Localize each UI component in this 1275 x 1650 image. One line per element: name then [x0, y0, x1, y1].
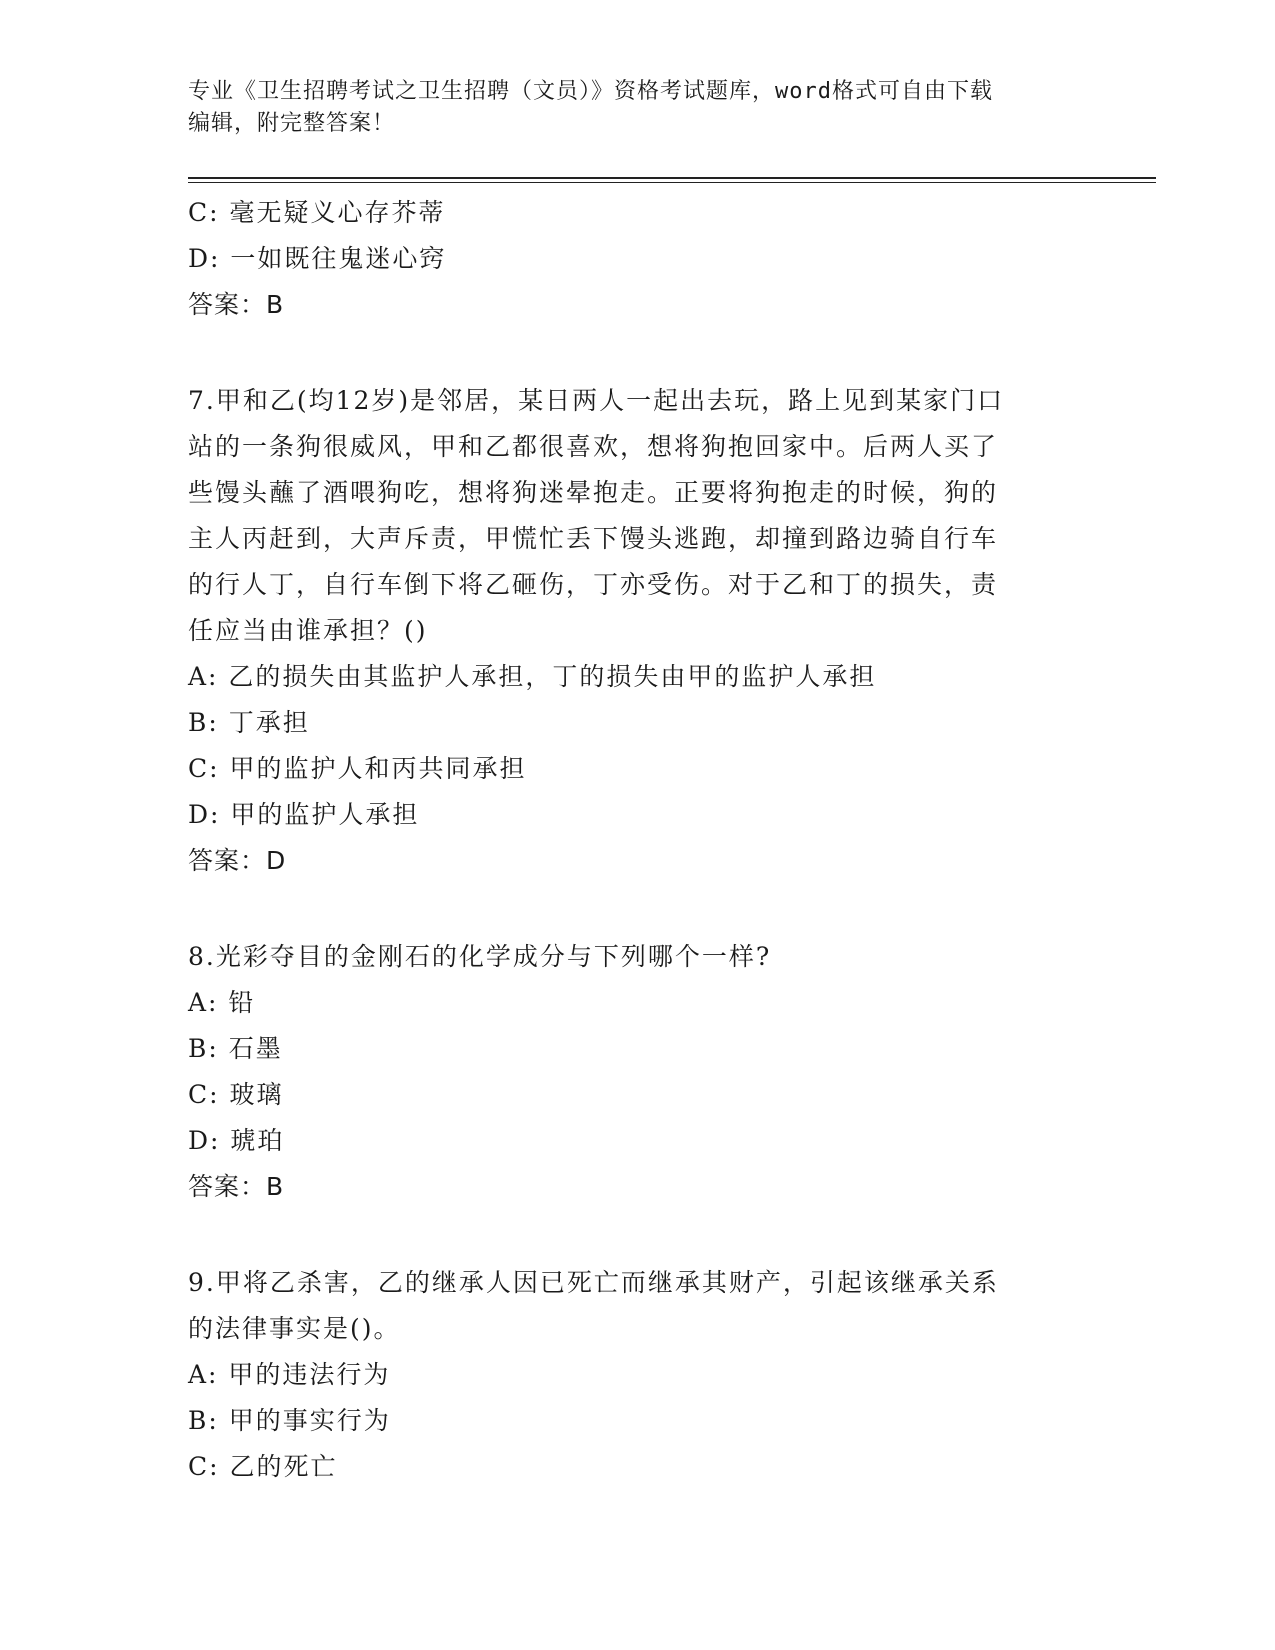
answer-label: 答案：B — [188, 290, 285, 319]
question-8 — [188, 934, 1088, 1210]
stem-line: 7.甲和乙(均12岁)是邻居，某日两人一起出去玩，路上见到某家门口 — [188, 386, 1005, 415]
header-divider-thin — [188, 182, 1156, 183]
option-c: C: 玻璃 — [188, 1080, 284, 1109]
option-c: C: 毫无疑义心存芥蒂 — [188, 198, 446, 227]
question-stem — [188, 1260, 1088, 1352]
stem-line: 9.甲将乙杀害，乙的继承人因已死亡而继承其财产，引起该继承关系 — [188, 1268, 999, 1297]
option-b: B: 石墨 — [188, 1034, 283, 1063]
option-a: A: 铅 — [188, 988, 256, 1017]
question-list — [188, 190, 1088, 1490]
option-a: A: 乙的损失由其监护人承担，丁的损失由甲的监护人承担 — [188, 662, 877, 691]
question-stem — [188, 378, 1088, 654]
option-d: D: 一如既往鬼迷心窍 — [188, 244, 447, 273]
option-b: B: 甲的事实行为 — [188, 1406, 391, 1435]
stem-line: 任应当由谁承担？() — [188, 616, 428, 645]
stem-line: 些馒头蘸了酒喂狗吃，想将狗迷晕抱走。正要将狗抱走的时候，狗的 — [188, 478, 999, 507]
stem-line: 的行人丁，自行车倒下将乙砸伤，丁亦受伤。对于乙和丁的损失，责 — [188, 570, 999, 599]
option-a: A: 甲的违法行为 — [188, 1360, 391, 1389]
answer-label: 答案：B — [188, 1172, 285, 1201]
stem-line: 主人丙赶到，大声斥责，甲慌忙丢下馒头逃跑，却撞到路边骑自行车 — [188, 524, 999, 553]
question-stem: 8.光彩夺目的金刚石的化学成分与下列哪个一样? — [188, 942, 772, 971]
question-6-tail — [188, 190, 1088, 328]
question-9 — [188, 1260, 1088, 1490]
option-d: D: 琥珀 — [188, 1126, 285, 1155]
header-line-1: 专业《卫生招聘考试之卫生招聘（文员）》资格考试题库，word格式可自由下载 — [188, 79, 993, 104]
stem-line: 站的一条狗很威风，甲和乙都很喜欢，想将狗抱回家中。后两人买了 — [188, 432, 999, 461]
header-line-2: 编辑，附完整答案！ — [188, 111, 396, 136]
header-divider-thick — [188, 177, 1156, 179]
option-c: C: 乙的死亡 — [188, 1452, 338, 1481]
question-7 — [188, 378, 1088, 884]
option-c: C: 甲的监护人和丙共同承担 — [188, 754, 527, 783]
document-header — [188, 76, 1068, 140]
option-d: D: 甲的监护人承担 — [188, 800, 420, 829]
option-b: B: 丁承担 — [188, 708, 310, 737]
stem-line: 的法律事实是()。 — [188, 1314, 401, 1343]
answer-label: 答案：D — [188, 846, 287, 875]
